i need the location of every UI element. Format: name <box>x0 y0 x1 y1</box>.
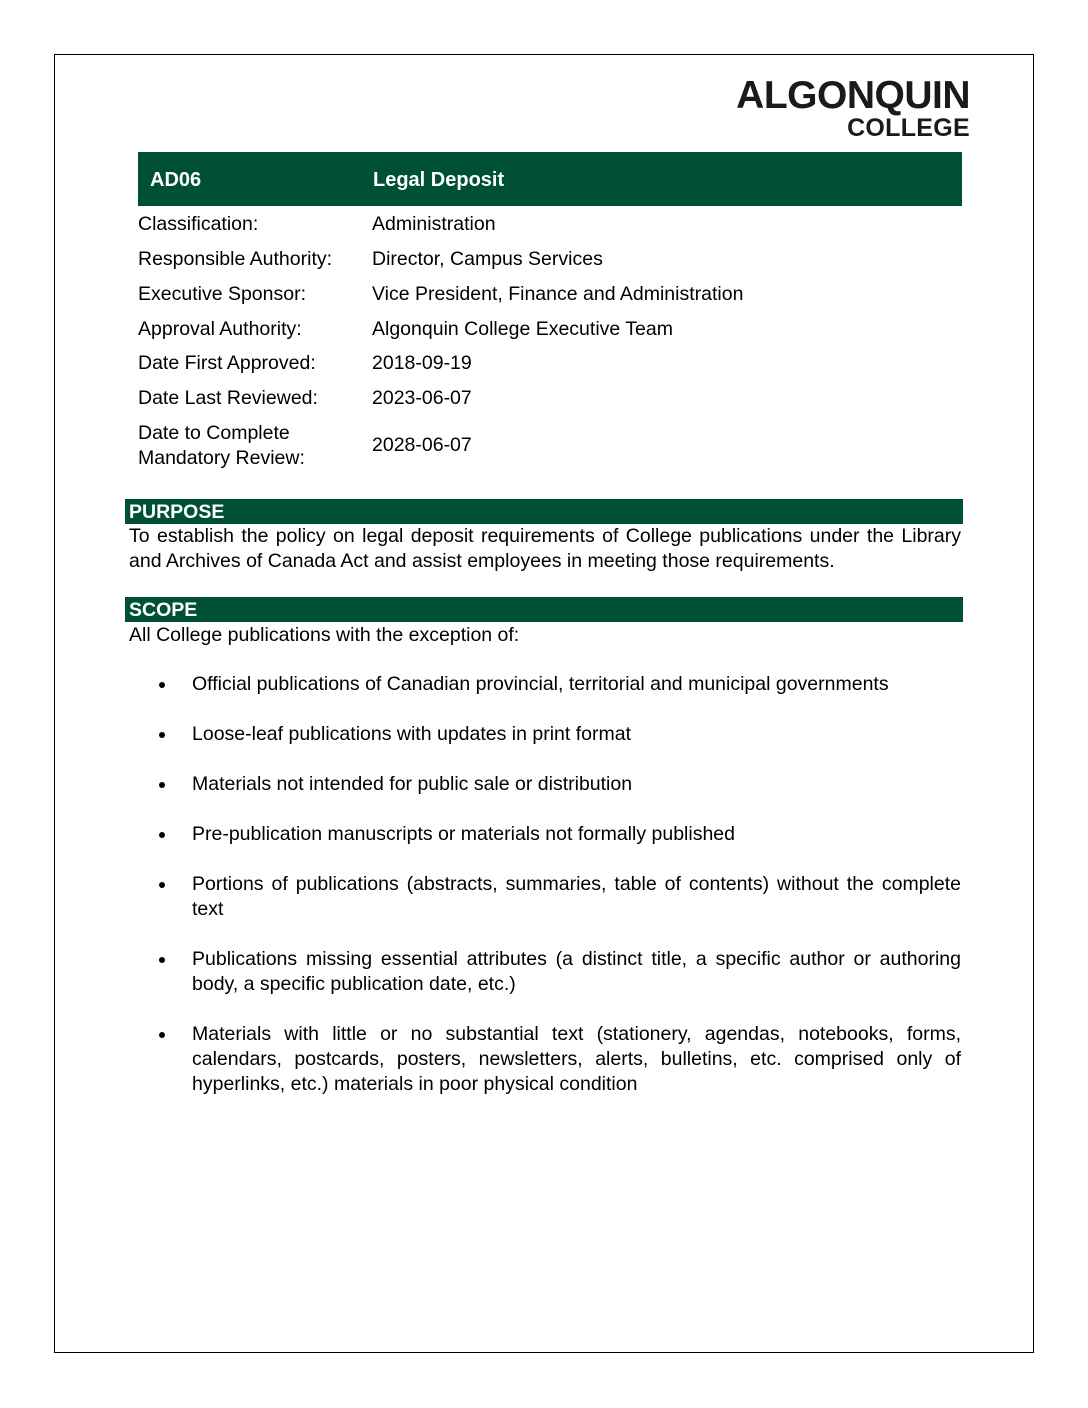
meta-label: Date Last Reviewed: <box>138 387 318 409</box>
meta-value: Vice President, Finance and Administration <box>372 283 744 305</box>
meta-value: Algonquin College Executive Team <box>372 318 673 340</box>
scope-heading: SCOPE <box>125 597 963 622</box>
logo-wordmark: ALGONQUIN <box>736 74 970 117</box>
list-item <box>129 822 961 847</box>
logo-subtitle: COLLEGE <box>847 114 970 142</box>
meta-value: 2018-09-19 <box>372 352 472 374</box>
bullet-icon <box>159 782 165 788</box>
meta-label: Executive Sponsor: <box>138 283 307 305</box>
list-item-text: Portions of publications (abstracts, summaries, table of contents) without the complete text <box>192 873 961 920</box>
purpose-heading: PURPOSE <box>125 499 963 524</box>
list-item <box>129 722 961 747</box>
policy-title: Legal Deposit <box>373 169 505 191</box>
scope-intro: All College publications with the exception of: <box>129 624 520 646</box>
bullet-icon <box>159 1032 165 1038</box>
meta-label: Approval Authority: <box>138 318 302 340</box>
meta-value: 2028-06-07 <box>372 434 472 456</box>
meta-value: Director, Campus Services <box>372 248 603 270</box>
policy-code: AD06 <box>150 169 202 191</box>
policy-header-bar <box>138 152 962 206</box>
meta-label: Responsible Authority: <box>138 248 333 270</box>
list-item <box>129 672 961 697</box>
bullet-icon <box>159 882 165 888</box>
bullet-icon <box>159 732 165 738</box>
meta-label: Mandatory Review: <box>138 447 305 469</box>
meta-label: Date First Approved: <box>138 352 316 374</box>
list-item <box>129 1022 961 1097</box>
meta-label: Classification: <box>138 213 259 235</box>
list-item <box>129 772 961 797</box>
list-item-text: Materials with little or no substantial text (stationery, agendas, notebooks, forms, calendars, postcards, posters, newsletters, alerts, bulletins, etc. comprised only of hyperlinks, etc.) materials in poor physical condition <box>192 1023 961 1095</box>
list-item-text: Loose-leaf publications with updates in print format <box>192 723 631 745</box>
meta-value: 2023-06-07 <box>372 387 472 409</box>
bullet-icon <box>159 957 165 963</box>
list-item <box>129 872 961 922</box>
algonquin-college-logo <box>736 76 970 141</box>
bullet-icon <box>159 682 165 688</box>
list-item-text: Pre-publication manuscripts or materials not formally published <box>192 823 735 845</box>
meta-value: Administration <box>372 213 496 235</box>
list-item-text: Official publications of Canadian provincial, territorial and municipal governments <box>192 673 889 695</box>
purpose-text: To establish the policy on legal deposit requirements of College publications under the Library and Archives of Canada Act and assist employees in meeting those requirements. <box>129 525 961 572</box>
list-item-text: Publications missing essential attributes (a distinct title, a specific author or authoring body, a specific publication date, etc.) <box>192 948 961 995</box>
meta-label: Date to Complete <box>138 422 290 444</box>
list-item-text: Materials not intended for public sale or distribution <box>192 773 633 795</box>
bullet-icon <box>159 832 165 838</box>
list-item <box>129 947 961 997</box>
scope-exceptions-list <box>129 672 961 1122</box>
